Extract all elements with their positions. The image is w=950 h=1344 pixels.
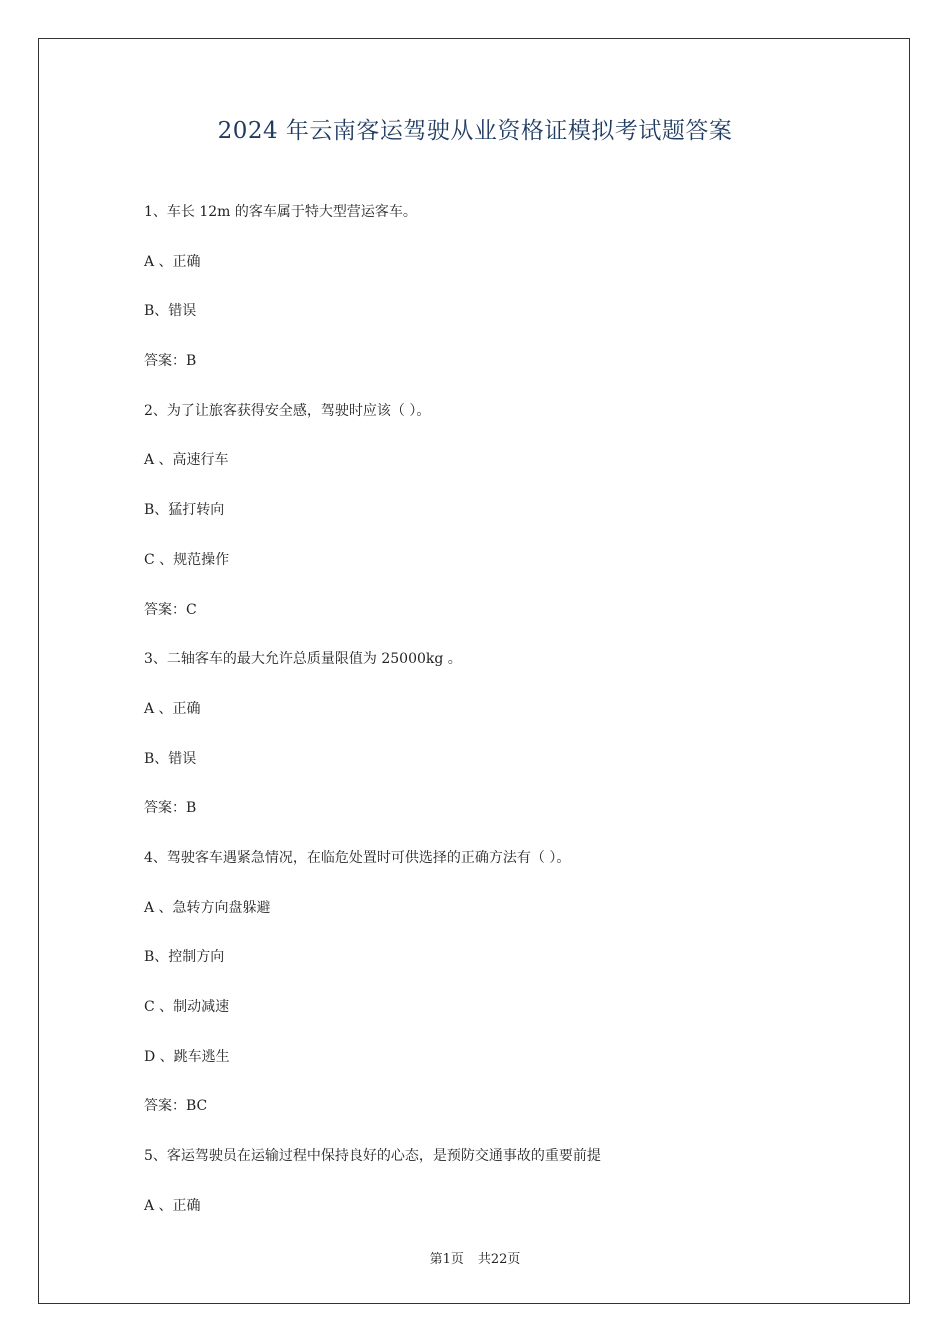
question-3-text: 3、二轴客车的最大允许总质量限值为 25000kg 。 xyxy=(144,651,462,668)
question-4-option-c: C 、制动减速 xyxy=(144,999,230,1015)
question-4-option-b: B、控制方向 xyxy=(144,949,225,966)
question-3-option-a: A 、正确 xyxy=(144,700,201,717)
question-3-answer: 答案：B xyxy=(144,800,197,817)
question-1-option-a: A 、正确 xyxy=(144,253,201,270)
question-2-option-b: B、猛打转向 xyxy=(144,502,225,519)
question-1-option-b: B、错误 xyxy=(144,303,197,320)
question-5-option-a: A 、正确 xyxy=(144,1197,201,1214)
question-2-text: 2、为了让旅客获得安全感，驾驶时应该（ ）。 xyxy=(144,402,431,419)
question-2-answer: 答案：C xyxy=(144,601,197,618)
question-4-option-d: D 、跳车逃生 xyxy=(144,1048,230,1065)
page-total: 共22页 xyxy=(477,1252,521,1267)
question-list xyxy=(144,202,601,1245)
question-4-text: 4、驾驶客车遇紧急情况，在临危处置时可供选择的正确方法有（ ）。 xyxy=(144,849,571,866)
question-1-answer: 答案：B xyxy=(144,353,197,370)
document-title: 2024 年云南客运驾驶从业资格证模拟考试题答案 xyxy=(217,118,733,144)
question-3-option-b: B、错误 xyxy=(144,750,197,767)
question-5-text: 5、客运驾驶员在运输过程中保持良好的心态，是预防交通事故的重要前提 xyxy=(144,1148,601,1165)
question-4-answer: 答案：BC xyxy=(144,1098,208,1115)
question-2-option-c: C 、规范操作 xyxy=(144,551,230,568)
page-footer xyxy=(0,1248,950,1267)
question-1-text: 1、车长 12m 的客车属于特大型营运客车。 xyxy=(144,204,417,220)
page-number: 第1页 xyxy=(429,1252,464,1267)
question-2-option-a: A 、高速行车 xyxy=(144,452,229,469)
question-4-option-a: A 、急转方向盘躲避 xyxy=(144,899,271,916)
